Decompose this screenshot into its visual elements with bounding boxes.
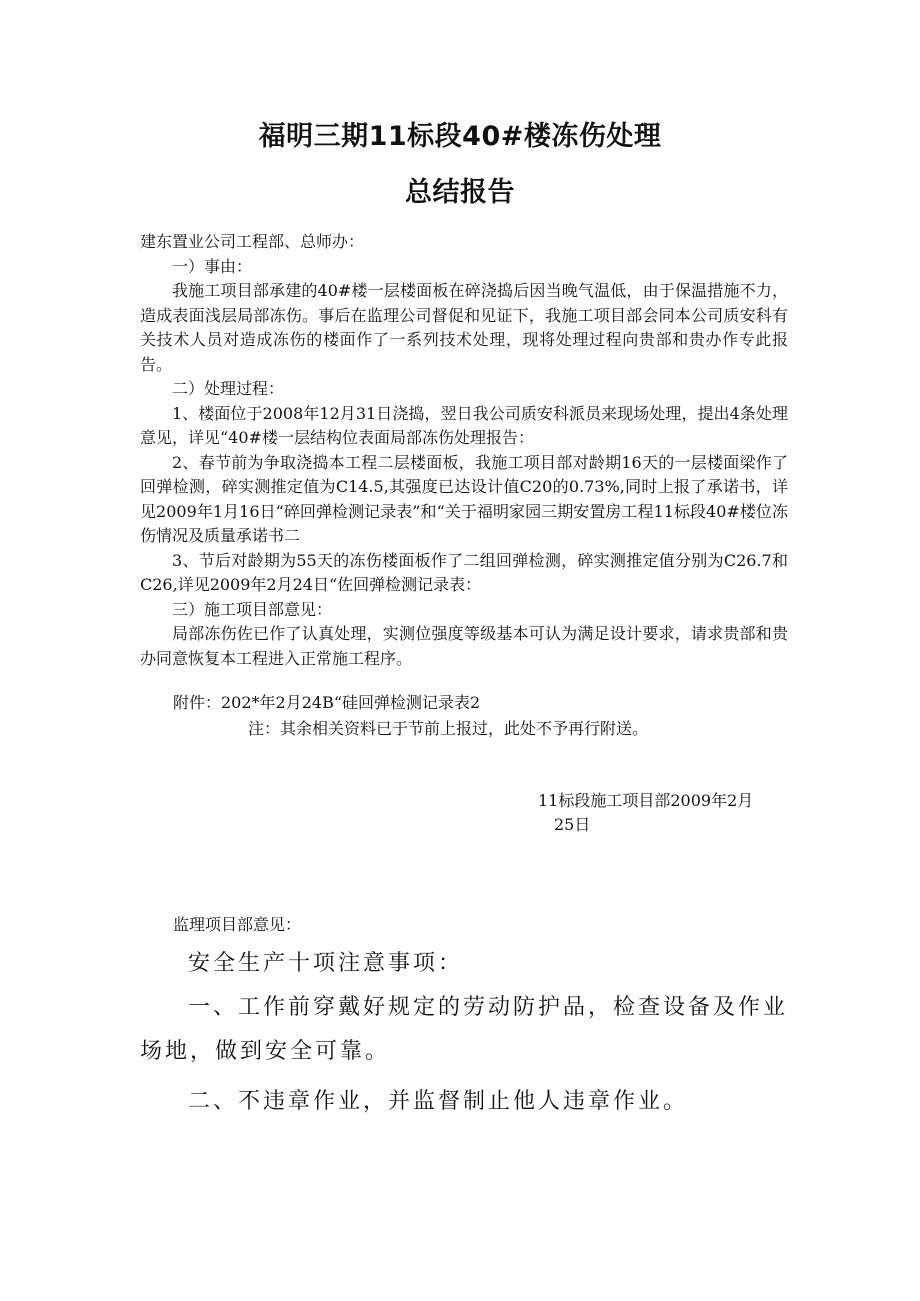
section-3-heading: 三）施工项目部意见： [172, 599, 333, 619]
section-2-heading: 二）处理过程： [172, 379, 285, 398]
attachment-line: 附件：202*年2月24B“硅回弹检测记录表2 [173, 693, 481, 712]
signature-line-2: 25日 [554, 815, 591, 834]
report-title-line-2: 总结报告 [405, 177, 515, 208]
process-item-2: 2、春节前为争取浇捣本工程二层楼面板，我施工项目部对龄期16天的一层楼面梁作了回弹检测，碎实测推定值为C14.5,其强度已达设计值C20的0.73%,同时上报了承诺书，详见2009年1月16日“碎回弹检测记录表”和“关于福明家园三期安置房工程11标段40#楼位冻伤情况及质量承诺书二 [140, 452, 788, 545]
process-item-1: 1、楼面位于2008年12月31日浇捣，翌日我公司质安科派员来现场处理，提出4条处理意见，详见“40#楼一层结构位表面局部冻伤处理报告： [140, 403, 788, 447]
section-3-paragraph: 局部冻伤佐已作了认真处理，实测位强度等级基本可认为满足设计要求，请求贵部和贵办同意恢复本工程进入正常施工程序。 [140, 624, 788, 668]
safety-title: 安全生产十项注意事项： [188, 951, 464, 976]
report-body [140, 230, 788, 671]
section-1-paragraph: 我施工项目部承建的40#楼一层楼面板在碎浇捣后因当晚气温低，由于保温措施不力，造成表面浅层局部冻伤。事后在监理公司督促和见证下，我施工项目部会同本公司质安科有关技术人员对造成冻伤的楼面作了一系列技术处理，现将处理过程向贵部和贵办作专此报告。 [140, 281, 788, 374]
safety-item-1: 一、工作前穿戴好规定的劳动防护品，检查设备及作业场地，做到安全可靠。 [140, 995, 789, 1064]
safety-item-2: 二、不违章作业，并监督制止他人违章作业。 [188, 1089, 689, 1114]
note-line: 注：其余相关资料已于节前上报过，此处不予再行附送。 [248, 719, 649, 738]
process-item-3: 3、节后对龄期为55天的冻伤楼面板作了二组回弹检测，碎实测推定值分别为C26.7和C26,详见2009年2月24日“佐回弹检测记录表： [140, 550, 788, 594]
section-1-heading: 一）事由： [172, 256, 253, 276]
safety-notes [140, 942, 790, 1124]
signature-line-1: 11标段施工项目部2009年2月 [538, 791, 754, 810]
addressee: 建东置业公司工程部、总师办： [140, 232, 365, 251]
supervision-opinion-label: 监理项目部意见： [173, 915, 302, 934]
report-title-line-1: 福明三期11标段40#楼冻伤处理 [258, 121, 662, 152]
